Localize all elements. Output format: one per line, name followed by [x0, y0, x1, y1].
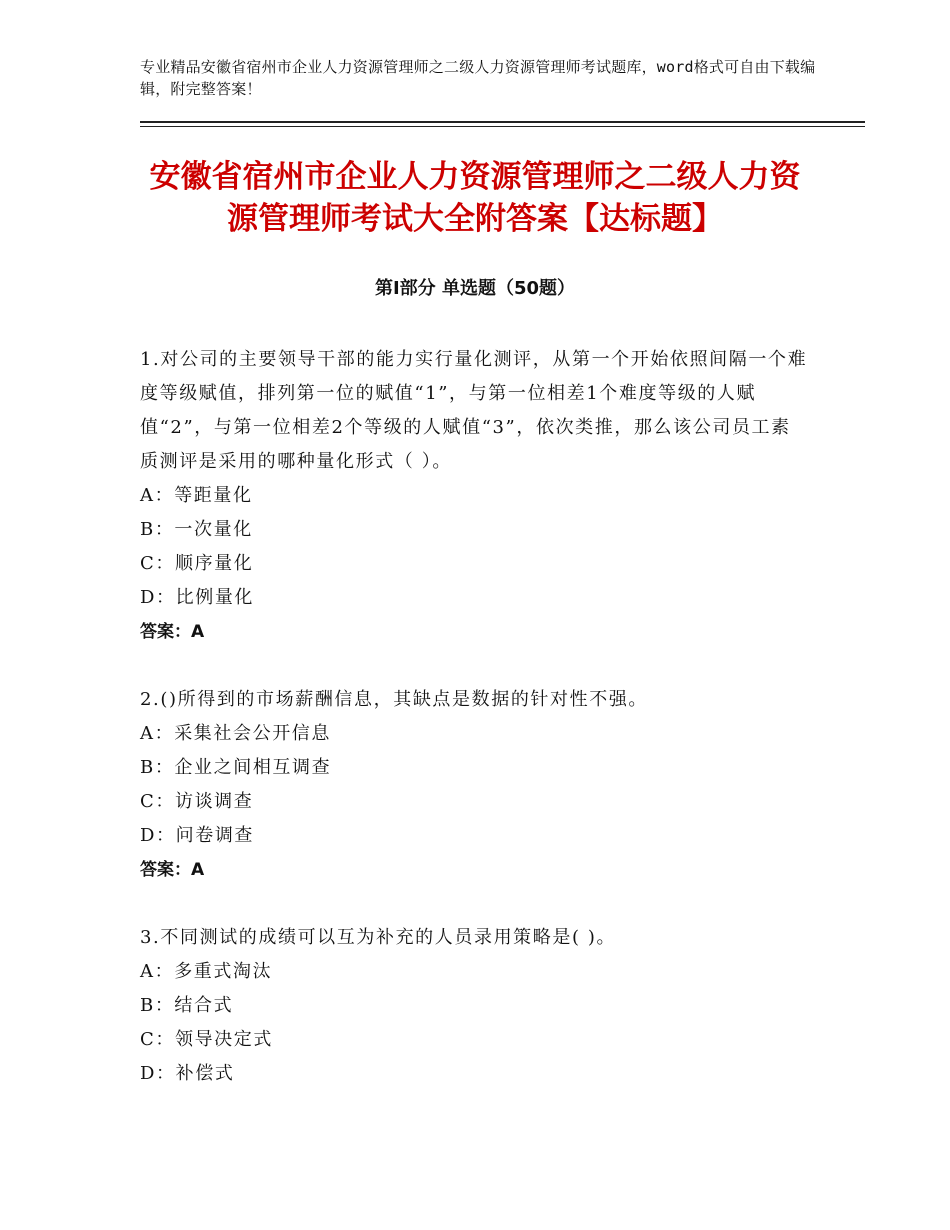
question-stem: 1.对公司的主要领导干部的能力实行量化测评，从第一个开始依照间隔一个难度等级赋值，排列第一位的赋值“1”，与第一位相差1个难度等级的人赋值“2”，与第一位相差2个等级的人赋值“3”，依次类推，那么该公司员工素质测评是采用的哪种量化形式（ ）。: [140, 349, 808, 472]
option-b: B：结合式: [140, 995, 234, 1016]
option-d: D：问卷调查: [140, 825, 255, 846]
option-c: C：访谈调查: [140, 791, 254, 812]
option-a: A：多重式淘汰: [140, 961, 273, 982]
header-divider-thin: [140, 126, 865, 127]
option-d: D：比例量化: [140, 587, 255, 608]
answer-line: 答案：A: [140, 622, 205, 642]
option-a: A：等距量化: [140, 485, 253, 506]
header-note: 专业精品安徽省宿州市企业人力资源管理师之二级人力资源管理师考试题库，word格式可自由下载编辑，附完整答案！: [140, 58, 816, 98]
question-1: [140, 343, 810, 649]
option-a: A：采集社会公开信息: [140, 723, 331, 744]
question-stem: 3.不同测试的成绩可以互为补充的人员录用策略是( )。: [140, 927, 617, 948]
option-d: D：补偿式: [140, 1063, 235, 1084]
question-3: [140, 921, 810, 1091]
question-stem: 2.()所得到的市场薪酬信息，其缺点是数据的针对性不强。: [140, 689, 649, 710]
option-c: C：领导决定式: [140, 1029, 273, 1050]
option-b: B：企业之间相互调查: [140, 757, 332, 778]
question-2: [140, 683, 810, 887]
header-divider-thick: [140, 121, 865, 123]
section-heading: 第Ⅰ部分 单选题（50题）: [374, 278, 575, 299]
question-list: [140, 343, 810, 1125]
document-title: 安徽省宿州市企业人力资源管理师之二级人力资源管理师考试大全附答案【达标题】: [149, 159, 801, 237]
option-b: B：一次量化: [140, 519, 253, 540]
answer-line: 答案：A: [140, 860, 205, 880]
option-c: C：顺序量化: [140, 553, 254, 574]
